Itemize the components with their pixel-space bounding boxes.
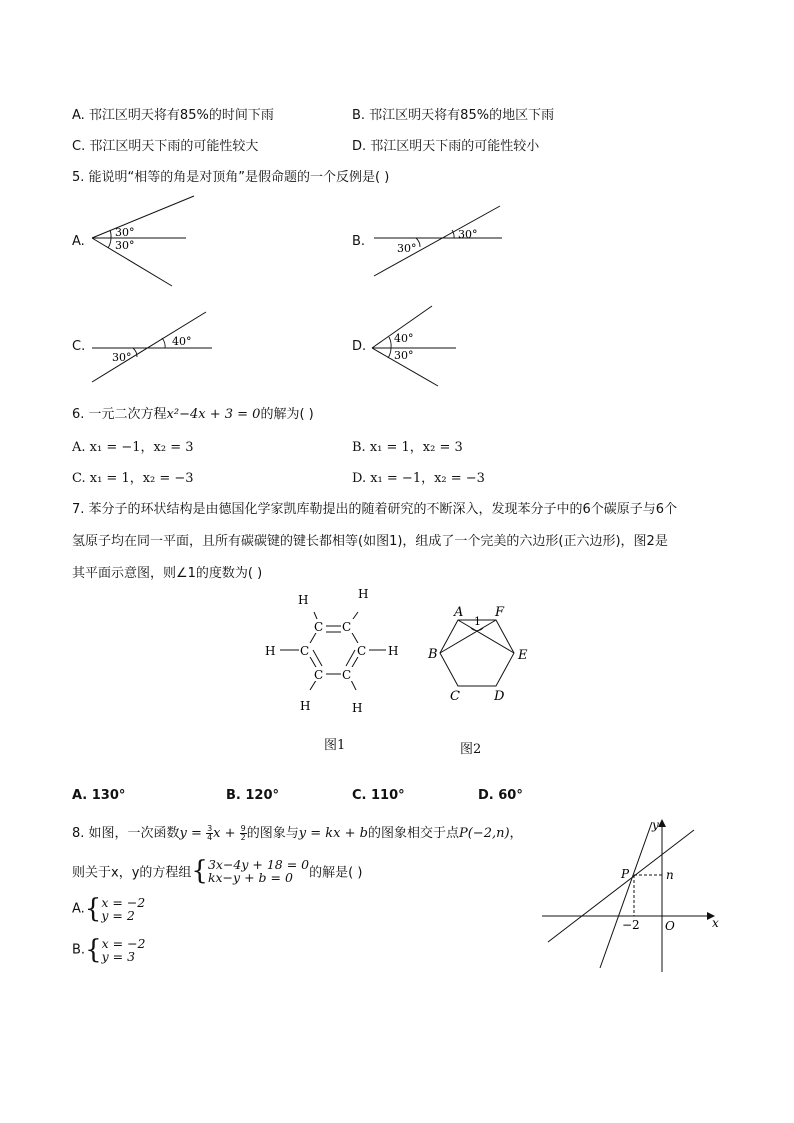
frac1-den: 4	[207, 833, 213, 842]
q4-option-a: A. 邗江区明天将有85%的时间下雨	[72, 108, 274, 123]
q8-func-mid: x +	[213, 826, 236, 841]
hexagon-label-c: C	[450, 689, 460, 704]
q8-a-brace: {	[84, 894, 102, 924]
q4-option-d: D. 邗江区明天下雨的可能性较小	[352, 139, 540, 154]
q6-option-c: C. x₁ = 1，x₂ = −3	[72, 471, 194, 486]
figure-2-caption: 图2	[460, 742, 482, 757]
q5-stem: 5. 能说明“相等的角是对顶角”是假命题的一个反例是( )	[72, 170, 390, 185]
q6-option-a: A. x₁ = −1，x₂ = 3	[72, 440, 194, 455]
q8-func2: y = kx + b	[298, 826, 368, 841]
benzene-c6: C	[342, 668, 352, 682]
q5-b-angle-right: 30°	[458, 228, 478, 241]
q8-line2-post: 的解是( )	[309, 865, 363, 881]
q5-option-b-label: B.	[352, 234, 366, 249]
hexagon-label-e: E	[518, 648, 528, 663]
q6-stem-post: 的解为( )	[260, 407, 314, 422]
hexagon-label-f: F	[495, 605, 505, 620]
q8-stem-line1	[72, 822, 523, 842]
benzene-h1: H	[298, 593, 309, 607]
q8-coordinate-graph	[538, 814, 728, 974]
q6-equation: x²−4x + 3 = 0	[166, 407, 261, 422]
q7-stem-line1: 7. 苯分子的环状结构是由德国化学家凯库勒提出的随着研究的不断深入，发现苯分子中的6个碳原子与6个	[72, 502, 678, 517]
q8-option-a	[72, 896, 145, 922]
q7-stem-line3: 其平面示意图，则∠1的度数为( )	[72, 566, 263, 581]
figure-1-caption: 图1	[324, 738, 346, 753]
frac1-num: 3	[207, 824, 213, 833]
q4-option-c: C. 邗江区明天下雨的可能性较大	[72, 139, 259, 154]
hexagon-label-b: B	[428, 647, 438, 662]
q8-option-b	[72, 937, 146, 963]
q5-figure-d	[368, 302, 464, 390]
benzene-c2: C	[342, 620, 352, 634]
q5-figure-a	[88, 194, 198, 290]
benzene-c3: C	[300, 644, 310, 658]
benzene-h2: H	[358, 587, 369, 601]
q8-eq1: 3x−4y + 18 = 0	[207, 857, 310, 872]
q5-figure-c	[88, 306, 216, 386]
q5-option-c-label: C.	[72, 339, 86, 354]
q5-c-angle-left: 30°	[112, 351, 132, 364]
q5-c-angle-right: 40°	[172, 335, 192, 348]
q8-line2-pre: 则关于x，y的方程组	[72, 865, 192, 881]
q7-option-a: A. 130°	[72, 788, 126, 803]
q8-a-y: y = 2	[101, 908, 135, 923]
q8-eq2: kx−y + b = 0	[207, 870, 293, 885]
q6-stem-pre: 6. 一元二次方程	[72, 407, 167, 422]
hexagon-label-d: D	[494, 689, 505, 704]
benzene-h4: H	[388, 644, 399, 658]
q8-func-y: y =	[179, 826, 202, 841]
frac2-den: 2	[240, 833, 246, 842]
graph-y-axis-label: y	[652, 818, 659, 832]
graph-label-neg2: −2	[622, 918, 640, 932]
q6-stem	[72, 403, 314, 422]
q8-stem-end: ，	[509, 826, 523, 841]
q5-b-angle-left: 30°	[397, 242, 417, 255]
q7-option-d: D. 60°	[478, 788, 523, 803]
q8-fraction-9-2	[240, 825, 247, 842]
q8-b-system	[102, 937, 146, 963]
graph-label-n: n	[666, 868, 674, 882]
q5-a-angle-bottom: 30°	[115, 239, 135, 252]
q8-b-x: x = −2	[101, 936, 146, 951]
q8-b-brace: {	[85, 935, 102, 965]
q8-stem-pre: 8. 如图，一次函数	[72, 826, 180, 841]
hexagon-figure	[422, 600, 532, 706]
q6-option-d: D. x₁ = −1，x₂ = −3	[352, 471, 485, 486]
q4-option-b: B. 邗江区明天将有85%的地区下雨	[352, 108, 555, 123]
graph-origin: O	[665, 919, 675, 933]
graph-point-p: P	[621, 867, 630, 881]
q5-a-angle-top: 30°	[115, 226, 135, 239]
benzene-c1: C	[314, 620, 324, 634]
q8-system-brace: {	[191, 856, 208, 886]
q8-option-b-label: B.	[72, 942, 86, 958]
q8-stem-line2	[72, 858, 362, 884]
benzene-structure-figure	[262, 584, 410, 718]
q7-option-b: B. 120°	[226, 788, 280, 803]
benzene-h6: H	[352, 701, 363, 715]
q5-option-d-label: D.	[352, 339, 367, 354]
benzene-h5: H	[300, 699, 311, 713]
q8-point: P(−2,n)	[458, 826, 510, 841]
q8-option-a-label: A.	[72, 901, 85, 917]
q5-d-angle-top: 40°	[394, 332, 414, 345]
graph-x-axis-label: x	[712, 916, 719, 930]
q8-stem-mid: 的图象与	[246, 826, 299, 841]
q5-d-angle-bottom: 30°	[394, 349, 414, 362]
q5-option-a-label: A.	[72, 234, 85, 249]
hexagon-label-a: A	[454, 605, 464, 620]
benzene-c4: C	[357, 644, 367, 658]
hexagon-angle-1: 1	[474, 615, 481, 628]
q7-stem-line2: 氢原子均在同一平面，且所有碳碳键的键长都相等(如图1)，组成了一个完美的六边形(正六边形)，图2是	[72, 534, 668, 549]
q8-equation-system	[208, 858, 309, 884]
q8-stem-mid2: 的图象相交于点	[367, 826, 459, 841]
frac2-num: 9	[240, 824, 246, 833]
q7-option-c: C. 110°	[352, 788, 405, 803]
q5-figure-b	[370, 202, 506, 280]
q6-option-b: B. x₁ = 1，x₂ = 3	[352, 440, 463, 455]
q8-b-y: y = 3	[101, 949, 136, 964]
benzene-c5: C	[314, 668, 324, 682]
benzene-h3: H	[265, 644, 276, 658]
q8-a-system	[101, 896, 145, 922]
q8-a-x: x = −2	[101, 895, 146, 910]
